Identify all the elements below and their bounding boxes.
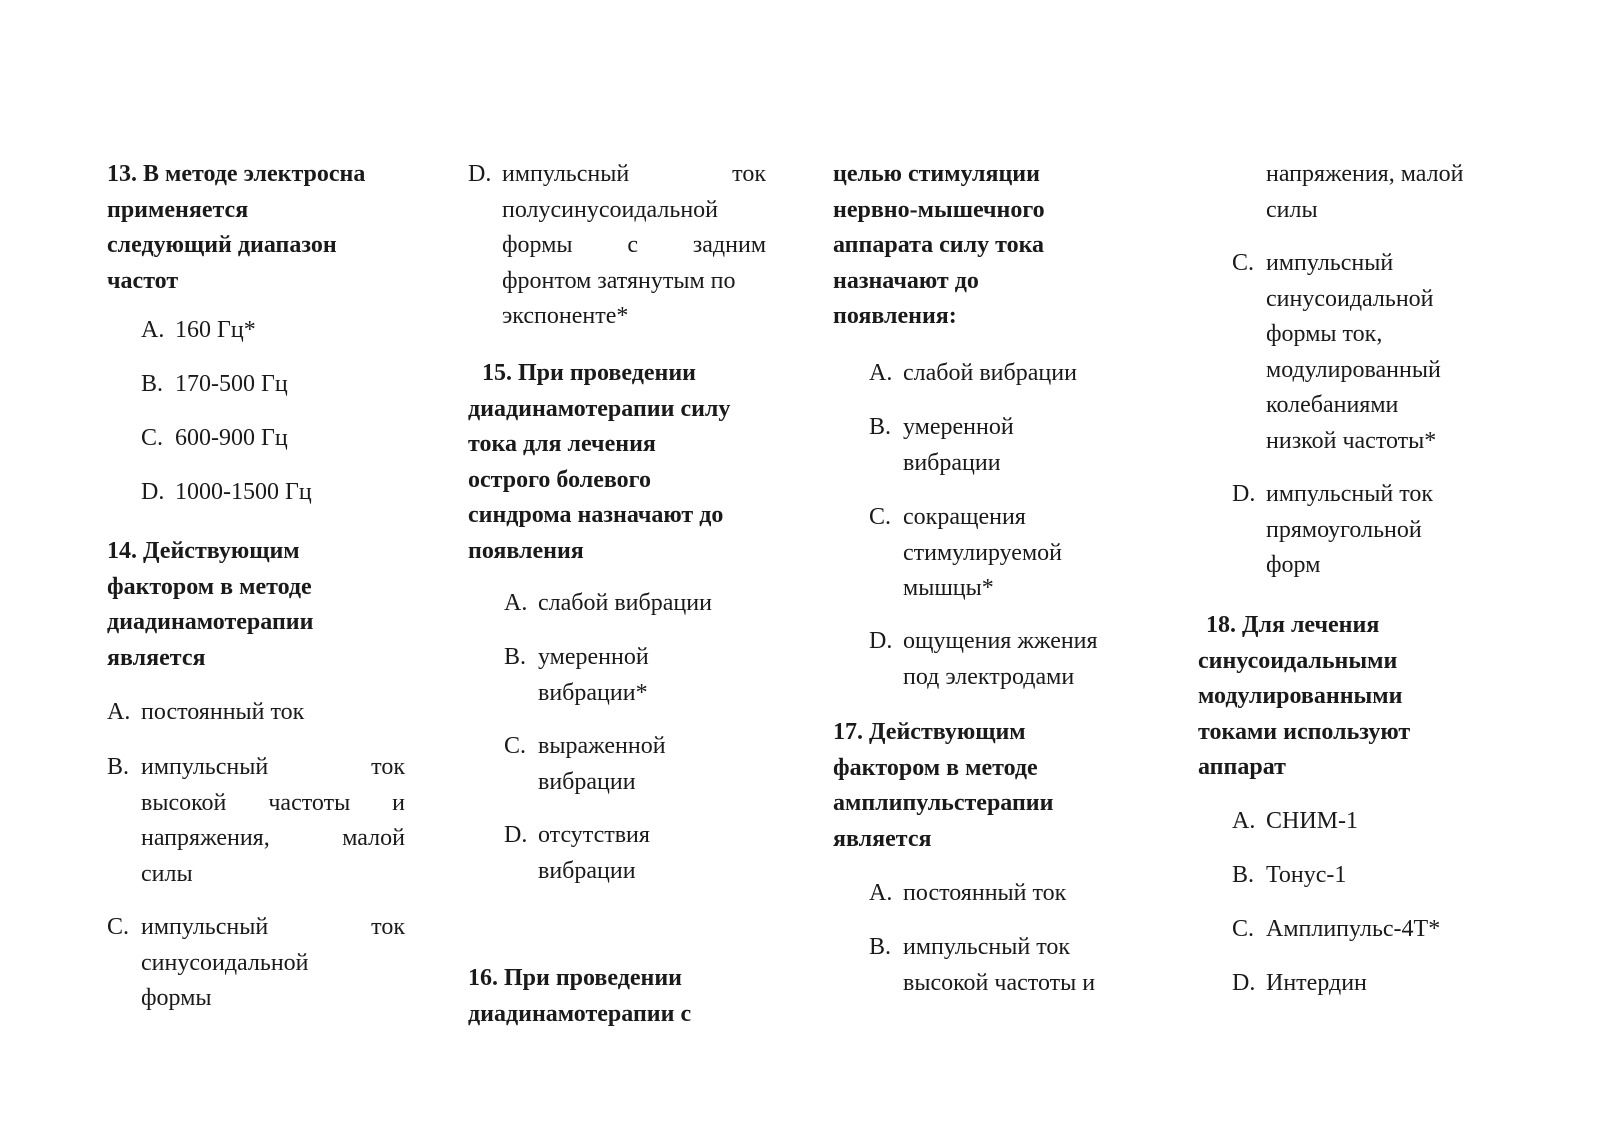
q15-stem: 15. При проведении диадинамотерапии силу тока для лечения острого болевого синдрома назначают до появления [468,360,731,564]
q15-option-b: B. умеренной вибрации* [504,644,649,706]
q17-option-c: C. импульсный синусоидальной формы ток, модулированный колебаниями низкой частоты* [1232,250,1441,454]
q17-option-b-part1: B. импульсный ток высокой частоты и [869,934,1096,996]
q16-option-a: A. слабой вибрации [869,360,1077,386]
q16-option-c: C. сокращения стимулируемой мышцы* [869,504,1062,601]
q14-stem: 14. Действующим фактором в методе диадинамотерапии является [107,538,314,671]
justified-line: напряжения, малой [141,825,405,851]
q15-option-c: C. выраженной вибрации [504,733,666,795]
q13-option-a: A. 160 Гц* [141,317,256,343]
q18-option-b: B. Тонус-1 [1232,862,1347,888]
q14-option-b: B. импульсный ток высокой частоты и напряжения, малой силы [107,750,405,892]
q13-option-b: B. 170-500 Гц [141,371,288,397]
justified-line: импульсный ток [141,754,405,780]
q16-option-b: B. умеренной вибрации [869,414,1014,476]
q15-option-a: A. слабой вибрации [504,590,712,616]
q14-option-c: C. импульсный ток синусоидальной формы [107,910,405,1017]
q13-option-d: D. 1000-1500 Гц [141,479,312,505]
q15-option-d: D. отсутствия вибрации [504,822,650,884]
q17-option-d: D. импульсный ток прямоугольной форм [1232,481,1434,578]
q17-stem: 17. Действующим фактором в методе амплипульстерапии является [833,719,1054,852]
q16-stem-part2: целью стимуляции нервно-мышечного аппарата силу тока назначают до появления: [833,161,1045,329]
justified-line: импульсный ток [502,161,766,187]
q14-option-d: D. импульсный ток полусинусоидальной формы с задним фронтом затянутым по экспоненте* [468,157,766,335]
justified-line: импульсный ток [141,914,405,940]
q18-option-d: D. Интердин [1232,970,1367,996]
q17-option-a: A. постоянный ток [869,880,1067,906]
justified-line: формы с задним [502,232,766,258]
q18-option-a: A. СНИМ-1 [1232,808,1359,834]
q13-option-c: C. 600-900 Гц [141,425,288,451]
q16-option-d: D. ощущения жжения под электродами [869,628,1098,690]
q14-option-a: A. постоянный ток [107,699,305,725]
q13-stem: 13. В методе электросна применяется следующий диапазон частот [107,161,366,294]
q16-stem-part1: 16. При проведении диадинамотерапии с [468,965,692,1027]
q17-option-b-part2: напряжения, малой силы [1266,161,1464,223]
q18-option-c: C. Амплипульс-4Т* [1232,916,1441,942]
q18-stem: 18. Для лечения синусоидальными модулированными токами используют аппарат [1198,612,1411,780]
justified-line: высокой частоты и [141,789,405,816]
